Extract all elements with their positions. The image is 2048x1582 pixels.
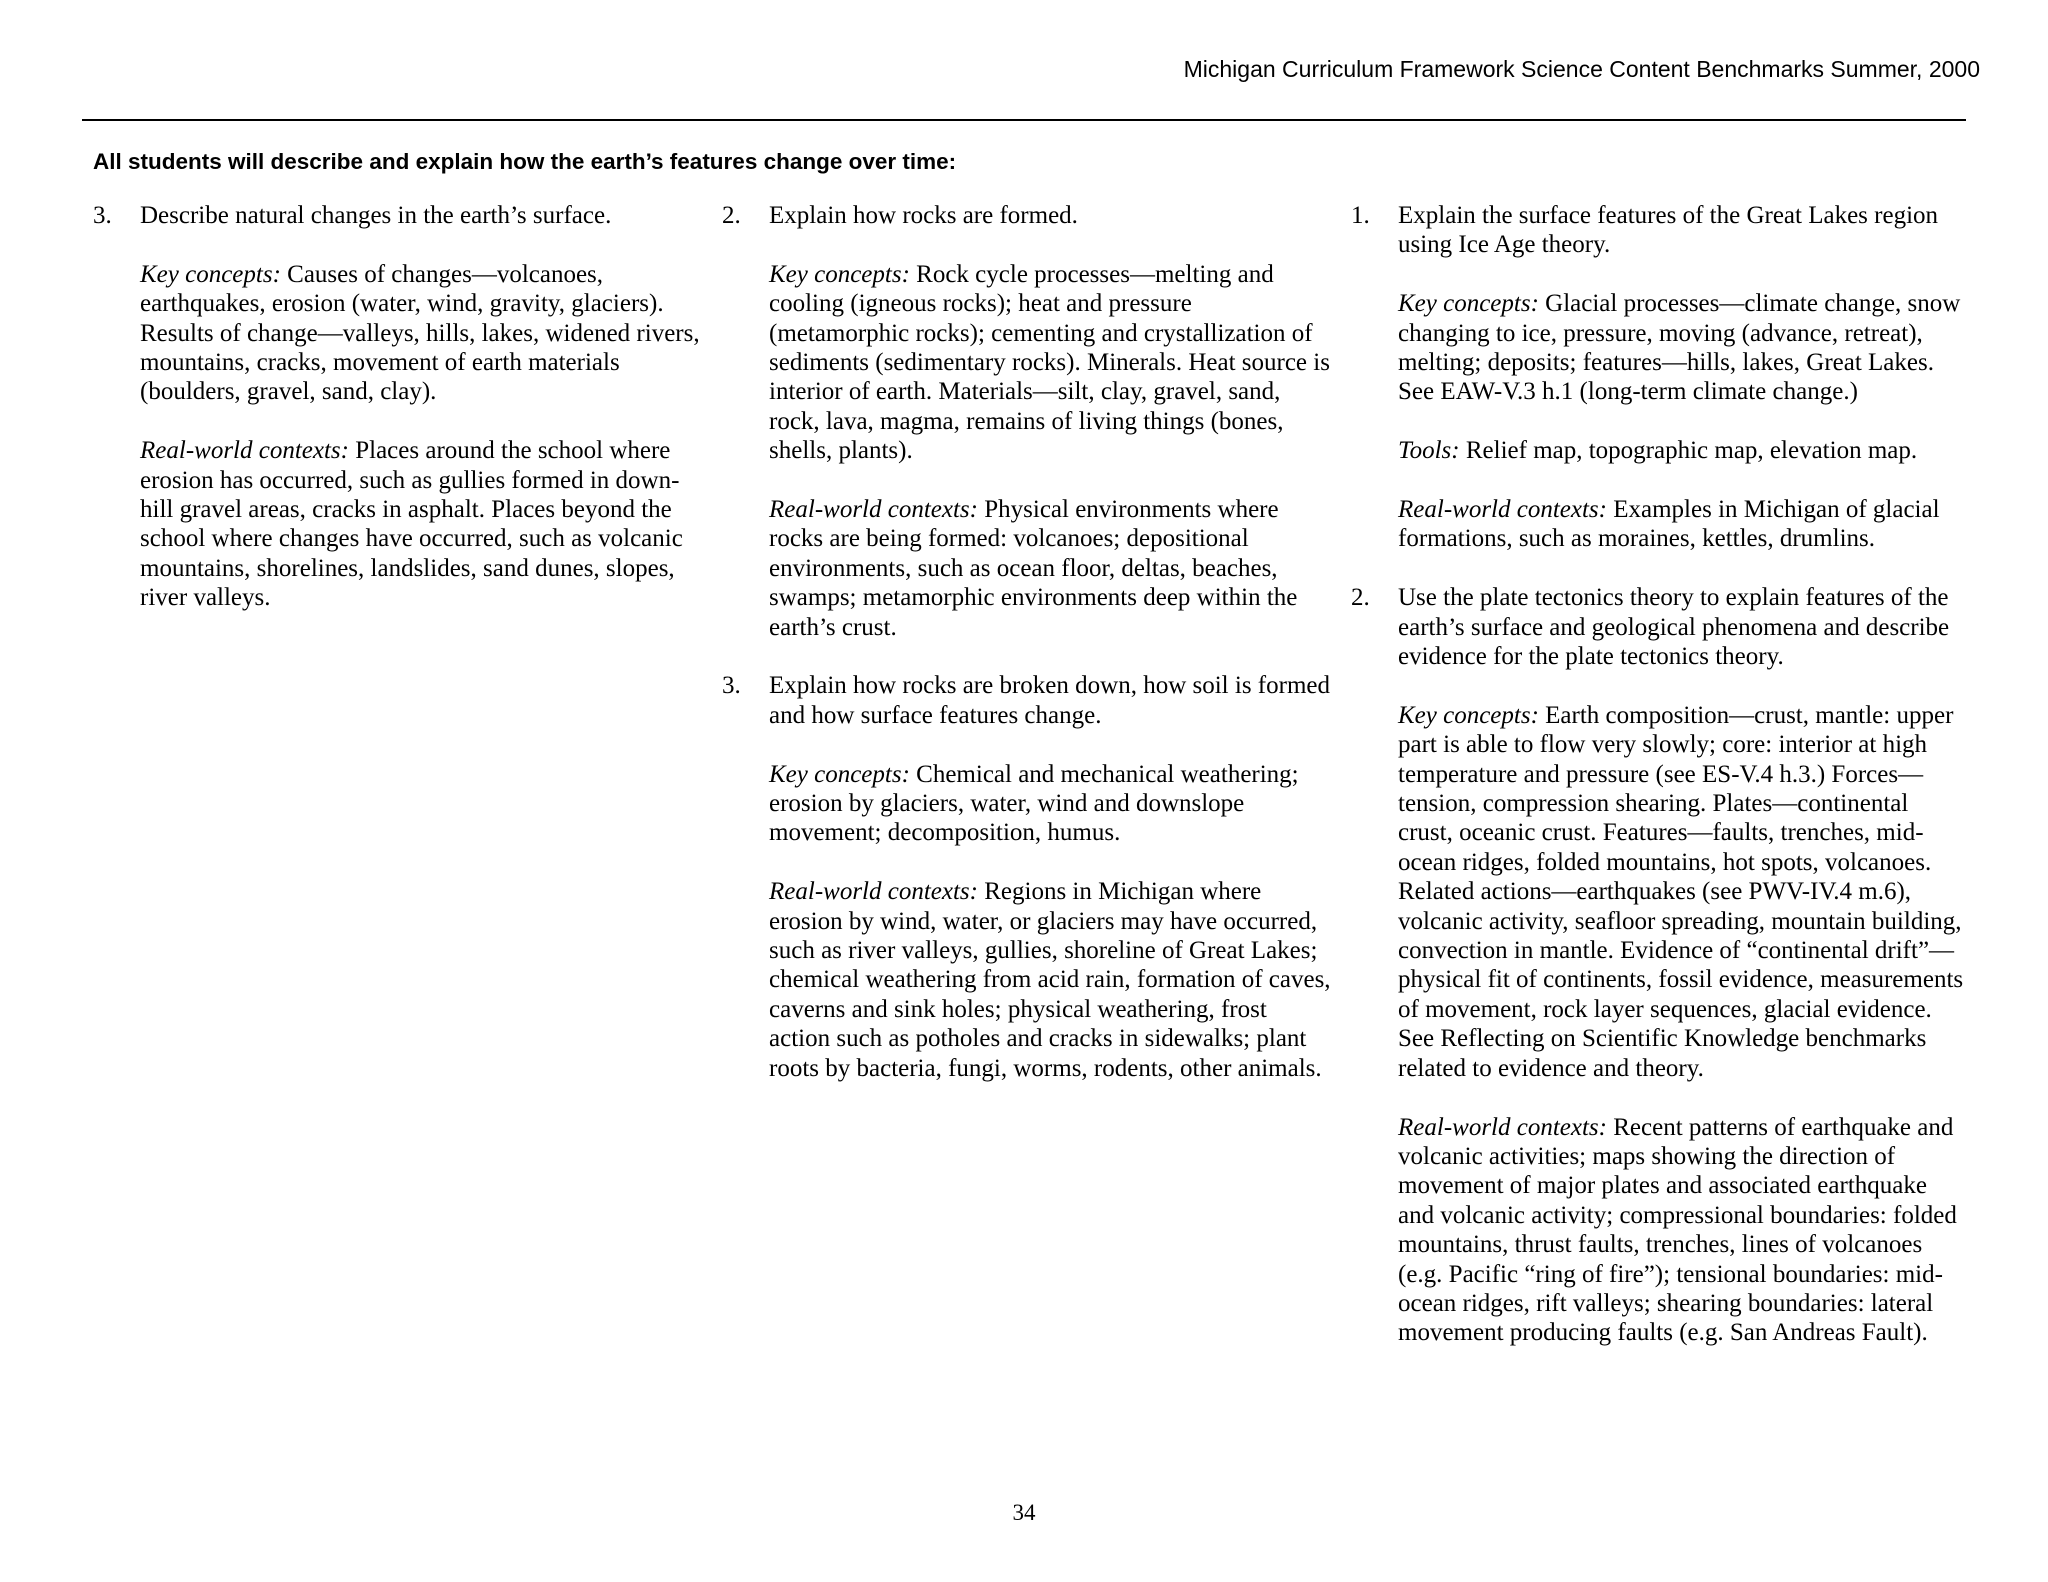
key-concepts bbox=[1398, 701, 1969, 1083]
real-world-contexts-text: Physical environments where rocks are being formed: volcanoes; depositional environments, such as ocean floor, deltas, beaches, swamps; metamorphic environments deep within the earth’s crust. bbox=[769, 496, 1298, 641]
benchmark-statement: Use the plate tectonics theory to explain features of the earth’s surface and geological phenomena and describe evidence for the plate tectonics theory. bbox=[1398, 584, 1950, 671]
tools-label: Tools: bbox=[1398, 437, 1460, 465]
real-world-contexts-text: Places around the school where erosion has occurred, such as gullies formed in down-hill gravel areas, cracks in asphalt. Places beyond the school where changes have occurred, such as volcanic mountains, shorelines, landslides, sand dunes, slopes, river valleys. bbox=[140, 437, 683, 612]
real-world-contexts bbox=[1398, 495, 1969, 554]
real-world-contexts-text: Examples in Michigan of glacial formations, such as moraines, kettles, drumlins. bbox=[1398, 496, 1940, 553]
real-world-contexts bbox=[769, 495, 1332, 642]
key-concepts-label: Key concepts: bbox=[1398, 290, 1539, 318]
key-concepts-text: Chemical and mechanical weathering; erosion by glaciers, water, wind and downslope movement; decomposition, humus. bbox=[769, 760, 1299, 847]
column-2 bbox=[722, 201, 1332, 1113]
key-concepts bbox=[1398, 289, 1969, 407]
real-world-contexts-label: Real-world contexts: bbox=[769, 496, 978, 524]
key-concepts-text: Earth composition—crust, mantle: upper part is able to flow very slowly; core: interior at high temperature and pressure (see ES-V.4 h.3.) Forces—tension, compression shearing. Plates—continental crust, oceanic crust. Features—faults, trenches, mid-ocean ridges, folded mountains, hot spots, volcanoes. Related actions—earthquakes (see PWV-IV.4 m.6), volcanic activity, seafloor spreading, mountain building, convection in mantle. Evidence of “continental drift”—physical fit of continents, fossil evidence, measurements of movement, rock layer sequences, glacial evidence. See Reflecting on Scientific Knowledge benchmarks related to evidence and theory. bbox=[1398, 701, 1964, 1082]
benchmark-item bbox=[722, 201, 1332, 642]
real-world-contexts bbox=[140, 436, 703, 612]
benchmark-statement: Describe natural changes in the earth’s surface. bbox=[140, 202, 612, 229]
benchmark-statement: Explain how rocks are broken down, how soil is formed and how surface features change. bbox=[769, 672, 1330, 729]
benchmark-item bbox=[1351, 583, 1969, 1348]
key-concepts-label: Key concepts: bbox=[769, 260, 910, 288]
real-world-contexts-text: Recent patterns of earthquake and volcanic activities; maps showing the direction of movement of major plates and associated earthquake and volcanic activity; compressional boundaries: folded mountains, thrust faults, trenches, lines of volcanoes (e.g. Pacific “ring of fire”); tensional boundaries: mid-ocean ridges, rift valleys; shearing boundaries: lateral movement producing faults (e.g. San Andreas Fault). bbox=[1398, 1113, 1957, 1347]
benchmark-item bbox=[1351, 201, 1969, 554]
benchmark-statement: Explain the surface features of the Great Lakes region using Ice Age theory. bbox=[1398, 202, 1939, 259]
key-concepts-label: Key concepts: bbox=[769, 760, 910, 788]
key-concepts bbox=[140, 260, 703, 407]
benchmark-statement: Explain how rocks are formed. bbox=[769, 202, 1078, 229]
benchmark-item bbox=[722, 671, 1332, 1083]
real-world-contexts-label: Real-world contexts: bbox=[140, 437, 349, 465]
real-world-contexts-label: Real-world contexts: bbox=[1398, 496, 1607, 524]
real-world-contexts bbox=[769, 877, 1332, 1083]
page-header-title: Michigan Curriculum Framework Science Content Benchmarks Summer, 2000 bbox=[1183, 56, 1980, 82]
page-number: 34 bbox=[1012, 1500, 1036, 1525]
key-concepts bbox=[769, 260, 1332, 466]
header-divider bbox=[82, 119, 1966, 121]
benchmark-number: 2. bbox=[1351, 584, 1370, 612]
key-concepts-label: Key concepts: bbox=[1398, 701, 1539, 729]
key-concepts bbox=[769, 760, 1332, 848]
standard-heading: All students will describe and explain how the earth’s features change over time: bbox=[93, 149, 957, 174]
benchmark-number: 2. bbox=[722, 202, 741, 229]
real-world-contexts-label: Real-world contexts: bbox=[1398, 1113, 1607, 1141]
benchmark-item bbox=[93, 201, 703, 613]
benchmark-number: 3. bbox=[722, 672, 741, 700]
key-concepts-label: Key concepts: bbox=[140, 260, 281, 288]
benchmark-number: 1. bbox=[1351, 202, 1370, 229]
real-world-contexts bbox=[1398, 1113, 1969, 1348]
key-concepts-text: Glacial processes—climate change, snow changing to ice, pressure, moving (advance, retreat), melting; deposits; features—hills, lakes, Great Lakes. See EAW-V.3 h.1 (long-term climate change.) bbox=[1398, 290, 1961, 406]
key-concepts-text: Rock cycle processes—melting and cooling (igneous rocks); heat and pressure (metamorphic rocks); cementing and crystallization of sediments (sedimentary rocks). Minerals. Heat source is interior of earth. Materials—silt, clay, gravel, sand, rock, lava, magma, remains of living things (bones, shells, plants). bbox=[769, 260, 1330, 465]
column-3 bbox=[1351, 201, 1969, 1377]
real-world-contexts-text: Regions in Michigan where erosion by wind, water, or glaciers may have occurred, such as river valleys, gullies, shoreline of Great Lakes; chemical weathering from acid rain, formation of caves, caverns and sink holes; physical weathering, frost action such as potholes and cracks in sidewalks; plant roots by bacteria, fungi, worms, rodents, other animals. bbox=[769, 878, 1331, 1082]
key-concepts-text: Causes of changes—volcanoes, earthquakes, erosion (water, wind, gravity, glaciers). Results of change—valleys, hills, lakes, widened rivers, mountains, cracks, movement of earth materials (boulders, gravel, sand, clay). bbox=[140, 260, 700, 406]
real-world-contexts-label: Real-world contexts: bbox=[769, 878, 978, 906]
benchmark-number: 3. bbox=[93, 202, 112, 229]
tools bbox=[1398, 436, 1969, 465]
tools-text: Relief map, topographic map, elevation map. bbox=[1459, 437, 1918, 465]
column-1 bbox=[93, 201, 703, 642]
